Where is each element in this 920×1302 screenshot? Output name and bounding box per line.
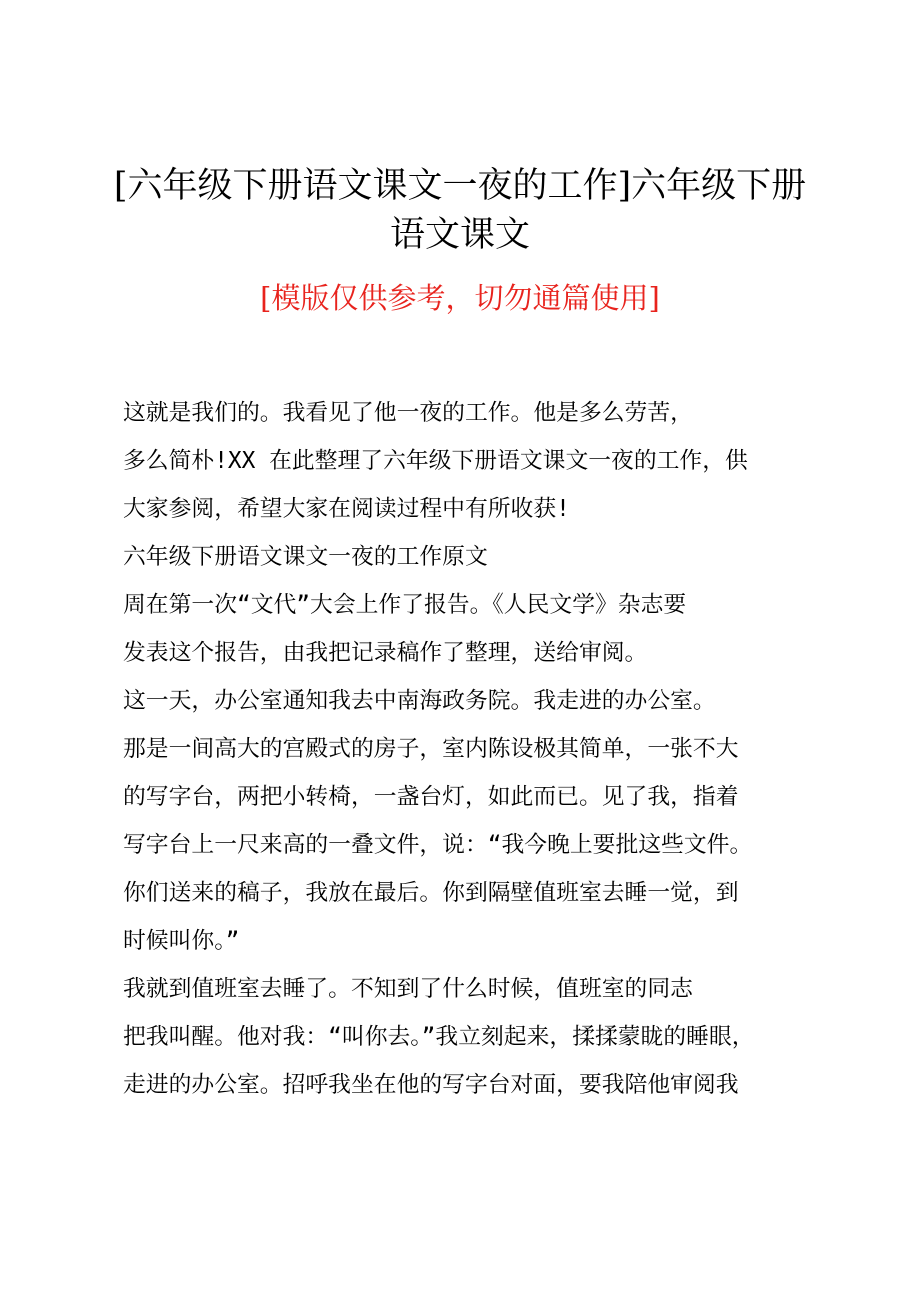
body-line: 时候叫你。” — [123, 928, 240, 954]
document-title-line-2: 语文课文 — [389, 215, 530, 255]
template-disclaimer: [模版仅供参考，切勿通篇使用] — [260, 281, 660, 315]
body-line: 这一天，办公室通知我去中南海政务院。我走进的办公室。 — [123, 688, 716, 714]
body-line: 周在第一次“文代”大会上作了报告。《人民文学》杂志要 — [123, 592, 687, 618]
body-line: 发表这个报告，由我把记录稿作了整理，送给审阅。 — [123, 640, 648, 666]
body-line: 把我叫醒。他对我：“叫你去。”我立刻起来，揉揉蒙眬的睡眼， — [123, 1024, 755, 1050]
body-line: 那是一间高大的宫殿式的房子，室内陈设极其简单，一张不大 — [123, 736, 739, 762]
body-line: 的写字台，两把小转椅，一盏台灯，如此而已。见了我，指着 — [123, 784, 739, 810]
body-line: 六年级下册语文课文一夜的工作原文 — [123, 544, 488, 570]
body-line: 写字台上一尺来高的一叠文件，说：“我今晚上要批这些文件。 — [123, 832, 753, 858]
body-line: 走进的办公室。招呼我坐在他的写字台对面，要我陪他审阅我 — [123, 1072, 739, 1098]
body-line: 这就是我们的。我看见了他一夜的工作。他是多么劳苦， — [123, 400, 693, 426]
body-line: 我就到值班室去睡了。不知到了什么时候，值班室的同志 — [123, 976, 693, 1002]
body-line: 多么简朴!XX 在此整理了六年级下册语文课文一夜的工作，供 — [123, 448, 748, 474]
body-line: 大家参阅，希望大家在阅读过程中有所收获! — [123, 496, 570, 522]
body-line: 你们送来的稿子，我放在最后。你到隔壁值班室去睡一觉，到 — [123, 880, 739, 906]
document-title-line-1: [六年级下册语文课文一夜的工作]六年级下册 — [113, 166, 807, 206]
